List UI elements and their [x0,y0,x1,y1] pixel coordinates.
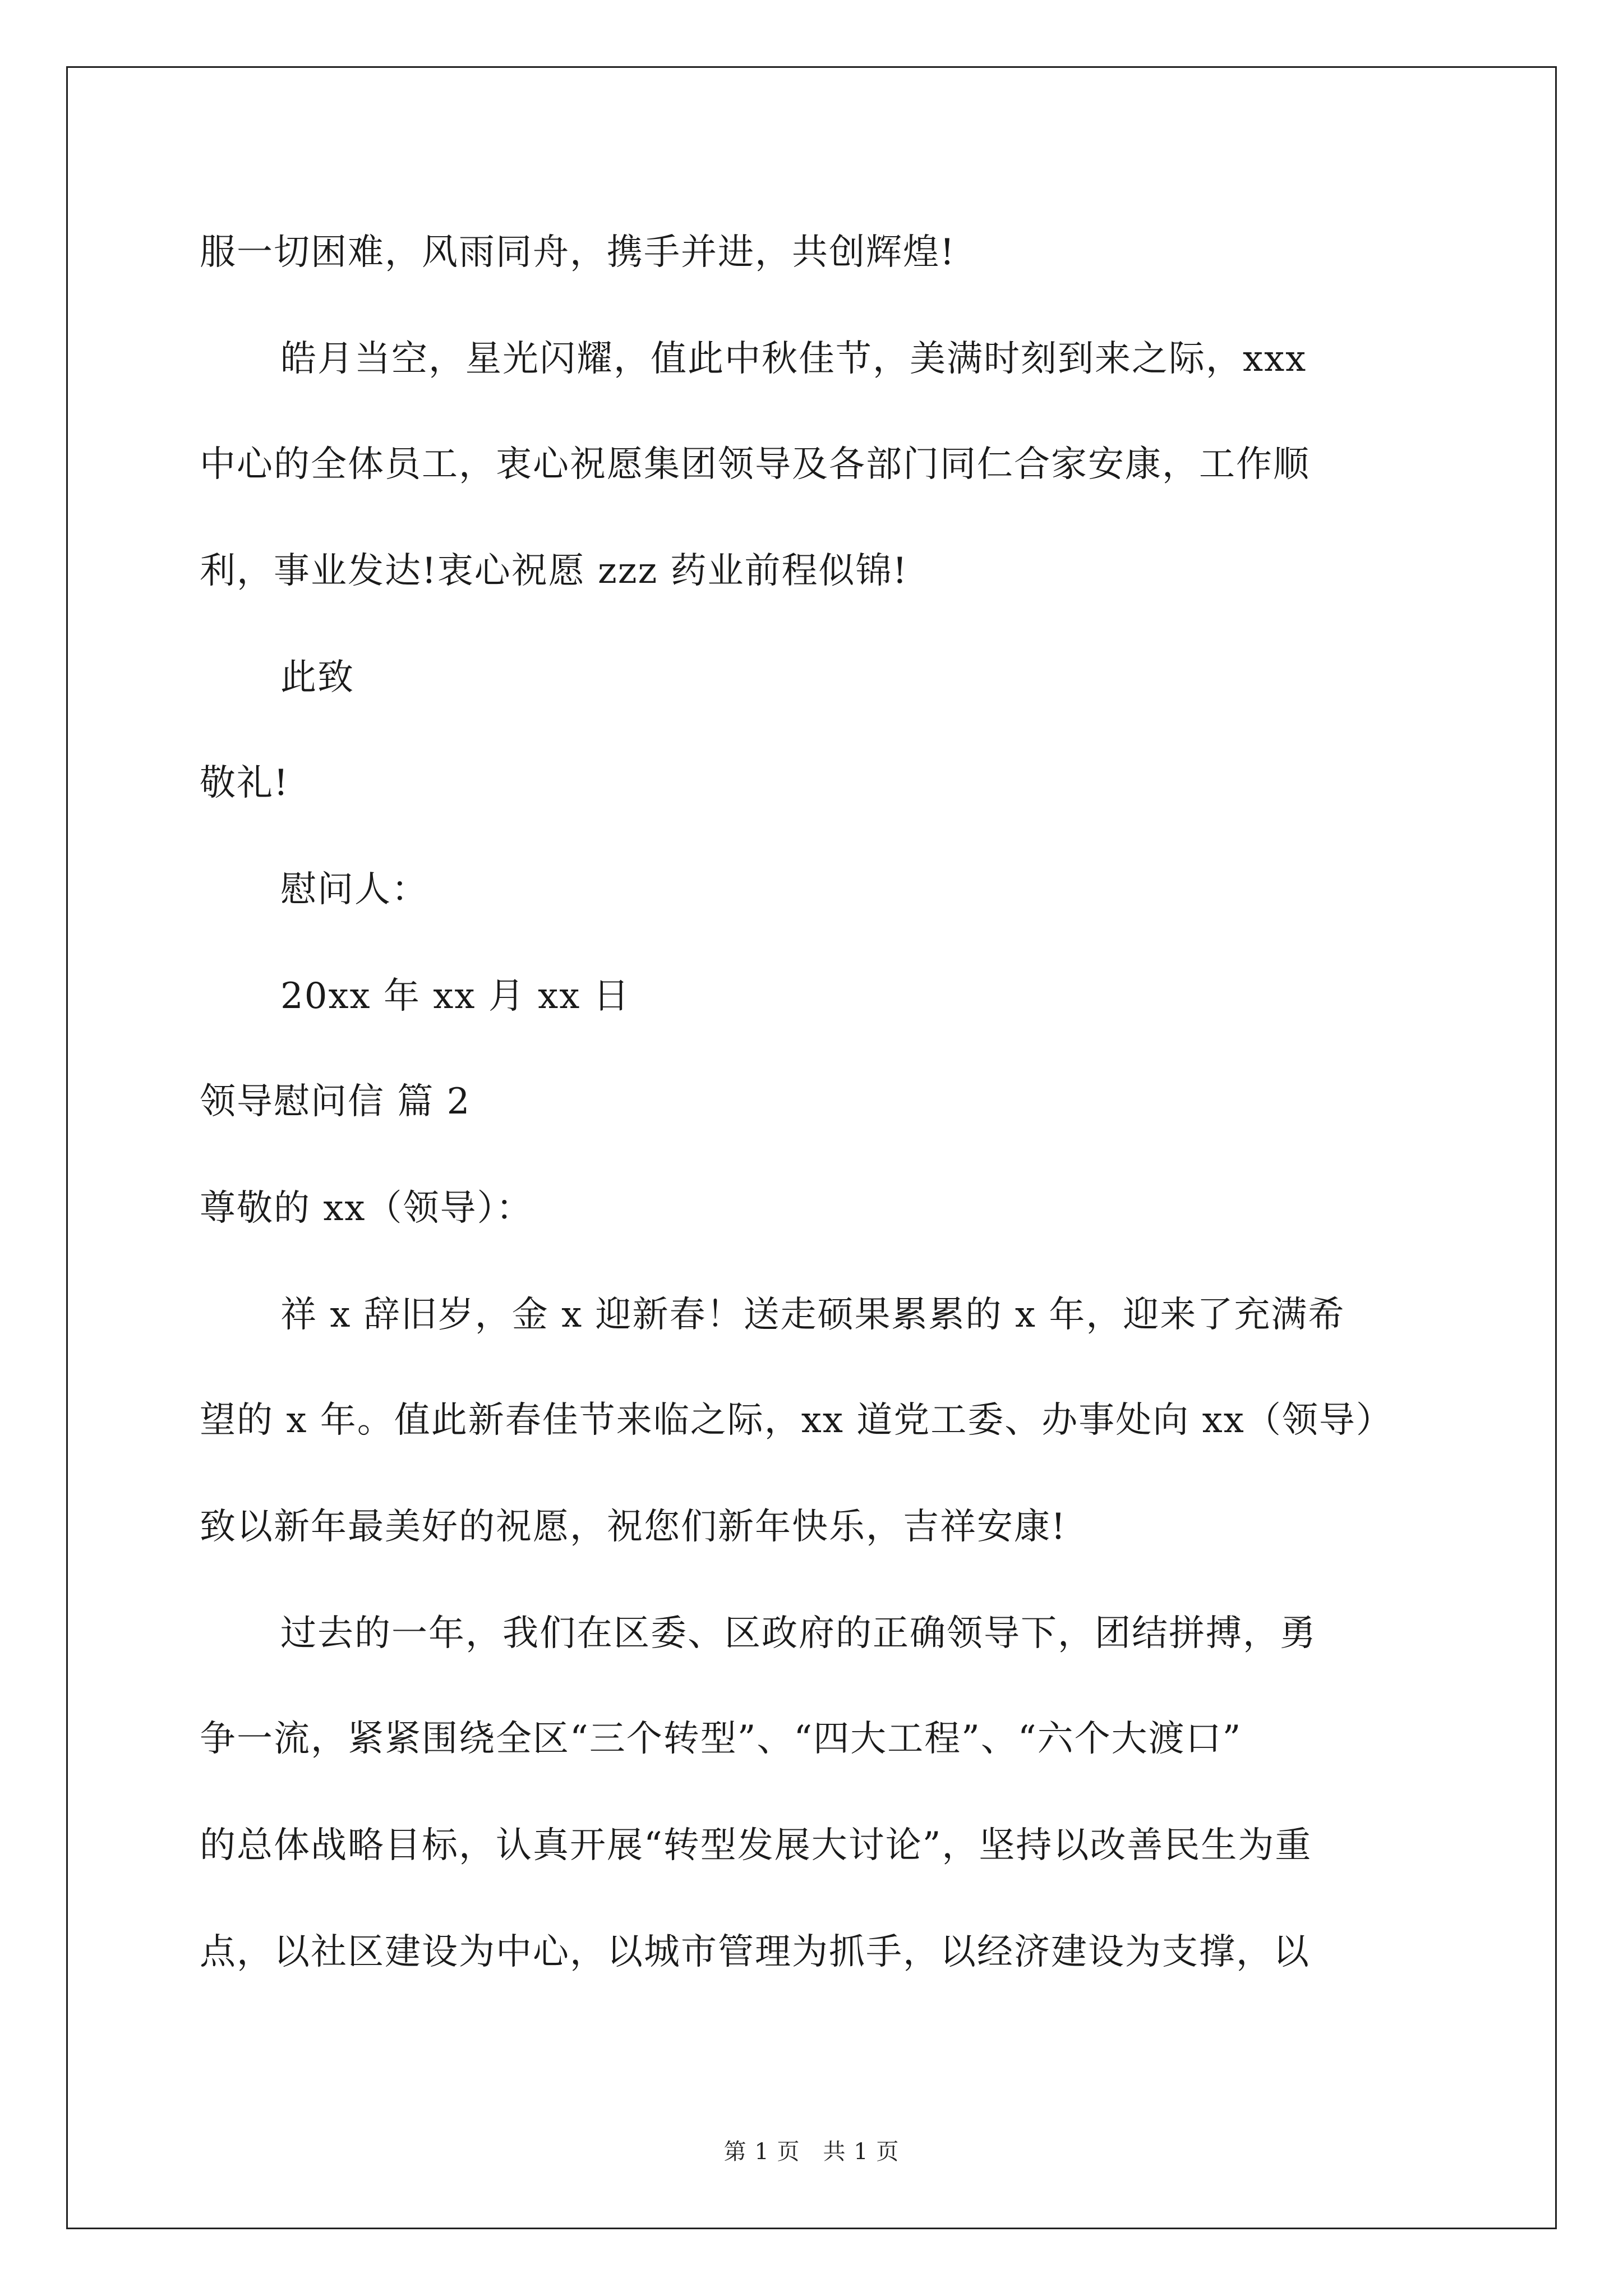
text-line: 中心的全体员工，衷心祝愿集团领导及各部门同仁合家安康，工作顺 [200,444,1310,485]
text-line: 皓月当空，星光闪耀，值此中秋佳节，美满时刻到来之际，xxx [280,338,1307,380]
sender-label: 慰问人： [280,869,428,910]
text-line: 的总体战略目标，认真开展“转型发展大讨论”，坚持以改善民生为重 [200,1825,1312,1866]
closing-salute: 敬礼! [200,762,289,804]
salutation: 尊敬的 xx（领导）： [200,1188,533,1229]
date-line: 20xx 年 xx 月 xx 日 [280,976,630,1017]
page-footer: 第 1 页 共 1 页 [723,2139,900,2165]
section-heading: 领导慰问信 篇 2 [200,1081,471,1122]
text-line: 过去的一年，我们在区委、区政府的正确领导下，团结拼搏，勇 [280,1613,1317,1654]
text-line: 利，事业发达!衷心祝愿 zzz 药业前程似锦! [200,550,909,592]
text-line: 祥 x 辞旧岁，金 x 迎新春！送走硕果累累的 x 年，迎来了充满希 [280,1294,1345,1336]
text-line: 致以新年最美好的祝愿，祝您们新年快乐，吉祥安康! [200,1506,1067,1548]
text-line: 点，以社区建设为中心，以城市管理为抓手，以经济建设为支撑，以 [200,1931,1310,1973]
text-line: 望的 x 年。值此新春佳节来临之际，xx 道党工委、办事处向 xx（领导） [200,1400,1393,1441]
page-frame [66,66,1557,2229]
text-line: 争一流，紧紧围绕全区“三个转型”、“四大工程”、“六个大渡口” [200,1718,1242,1760]
closing-phrase: 此致 [280,657,354,698]
text-line: 服一切困难，风雨同舟，携手并进，共创辉煌! [200,232,956,273]
